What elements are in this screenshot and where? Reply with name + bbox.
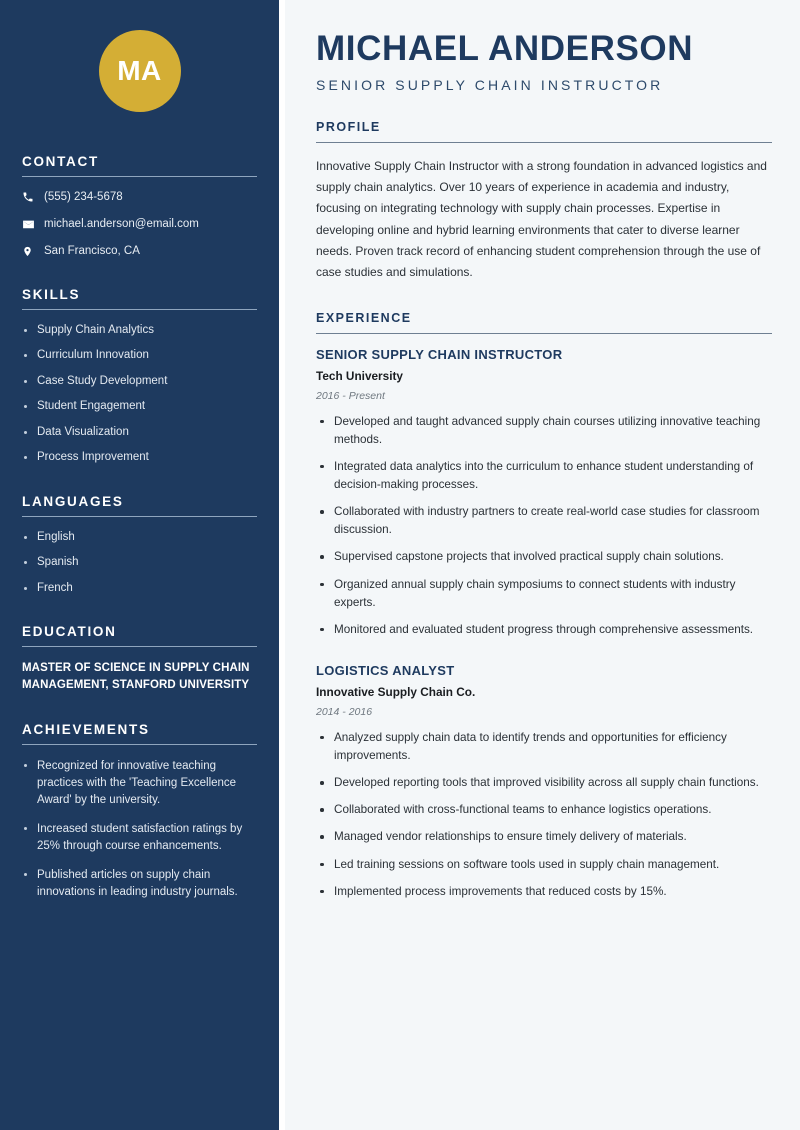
skills-divider — [22, 309, 257, 310]
education-entry: MASTER OF SCIENCE IN SUPPLY CHAIN MANAGEMENT, STANFORD UNIVERSITY — [22, 662, 250, 692]
skills-list — [22, 323, 257, 466]
list-item: Organized annual supply chain symposiums to connect students with industry experts. — [316, 576, 772, 612]
experience-bullet-list — [316, 413, 772, 639]
list-item: Published articles on supply chain innovations in leading industry journals. — [22, 867, 257, 901]
list-item: Integrated data analytics into the curriculum to enhance student understanding of decision-making processes. — [316, 458, 772, 494]
sidebar — [0, 0, 279, 1130]
list-item: Collaborated with industry partners to create real-world case studies for classroom discussion. — [316, 503, 772, 539]
skills-heading: SKILLS — [22, 286, 81, 302]
contact-divider — [22, 176, 257, 177]
list-item: Monitored and evaluated student progress through comprehensive assessments. — [316, 621, 772, 639]
languages-section — [22, 494, 257, 597]
experience-company: Innovative Supply Chain Co. — [316, 684, 476, 699]
list-item: Developed and taught advanced supply chain courses utilizing innovative teaching methods. — [316, 413, 772, 449]
list-item: Implemented process improvements that reduced costs by 15%. — [316, 883, 772, 901]
profile-heading: PROFILE — [316, 119, 381, 134]
experience-entry — [316, 347, 772, 639]
profile-divider — [316, 142, 772, 143]
education-heading: EDUCATION — [22, 624, 117, 640]
contact-section — [22, 154, 257, 259]
education-section — [22, 624, 257, 693]
experience-bullet-list — [316, 729, 772, 901]
email-icon — [22, 218, 44, 231]
skills-section — [22, 287, 257, 466]
contact-location-row[interactable] — [22, 244, 257, 259]
contact-location-value: San Francisco, CA — [44, 244, 140, 257]
list-item: Increased student satisfaction ratings by 25% through course enhancements. — [22, 821, 257, 855]
list-item: Curriculum Innovation — [22, 348, 257, 364]
list-item: Data Visualization — [22, 425, 257, 441]
experience-section — [316, 311, 772, 901]
experience-dates: 2014 - 2016 — [316, 705, 373, 718]
list-item: Supply Chain Analytics — [22, 323, 257, 339]
contact-heading: CONTACT — [22, 154, 99, 169]
list-item: Collaborated with cross-functional teams to enhance logistics operations. — [316, 801, 772, 819]
list-item: Developed reporting tools that improved visibility across all supply chain functions. — [316, 774, 772, 792]
main-content — [285, 0, 800, 1130]
list-item: Analyzed supply chain data to identify trends and opportunities for efficiency improvements. — [316, 729, 772, 765]
languages-heading: LANGUAGES — [22, 493, 124, 509]
contact-phone-value: (555) 234-5678 — [44, 191, 123, 203]
education-divider — [22, 646, 257, 647]
list-item: English — [22, 530, 257, 546]
experience-job-title: LOGISTICS ANALYST — [316, 662, 455, 678]
list-item: Spanish — [22, 555, 257, 571]
list-item: French — [22, 581, 257, 597]
contact-email-row[interactable] — [22, 217, 257, 232]
list-item: Case Study Development — [22, 374, 257, 390]
contact-phone-row[interactable] — [22, 190, 257, 205]
page-title: MICHAEL ANDERSON — [316, 29, 694, 68]
achievements-list — [22, 758, 257, 901]
job-subtitle: SENIOR SUPPLY CHAIN INSTRUCTOR — [316, 76, 664, 93]
languages-divider — [22, 516, 257, 517]
experience-divider — [316, 333, 772, 334]
experience-entry — [316, 663, 772, 901]
achievements-divider — [22, 744, 257, 745]
location-icon — [22, 245, 44, 258]
avatar: MA — [99, 30, 181, 112]
experience-heading: EXPERIENCE — [316, 310, 412, 325]
list-item: Process Improvement — [22, 450, 257, 466]
experience-dates: 2016 - Present — [316, 389, 385, 402]
list-item: Managed vendor relationships to ensure timely delivery of materials. — [316, 828, 772, 846]
achievements-heading: ACHIEVEMENTS — [22, 721, 150, 737]
achievements-section — [22, 722, 257, 901]
avatar-container — [22, 0, 257, 112]
languages-list — [22, 530, 257, 597]
phone-icon — [22, 191, 44, 203]
contact-email-value: michael.anderson@email.com — [44, 217, 199, 230]
profile-section — [316, 120, 772, 284]
experience-company: Tech University — [316, 368, 403, 383]
experience-job-title: SENIOR SUPPLY CHAIN INSTRUCTOR — [316, 346, 563, 362]
list-item: Student Engagement — [22, 399, 257, 415]
list-item: Led training sessions on software tools used in supply chain management. — [316, 856, 772, 874]
profile-text: Innovative Supply Chain Instructor with a strong foundation in advanced logistics and supply chain analytics. Over 10 years of experience in academia and industry, focusing on integrating technology with supply chain processes. Expertise in developing online and hybrid learning environments that cater to diverse learner needs. Proven track record of enhancing student comprehension through the use of case studies and simulations. — [316, 158, 767, 280]
list-item: Supervised capstone projects that involved practical supply chain solutions. — [316, 548, 772, 566]
list-item: Recognized for innovative teaching practices with the 'Teaching Excellence Award' by the university. — [22, 758, 257, 809]
